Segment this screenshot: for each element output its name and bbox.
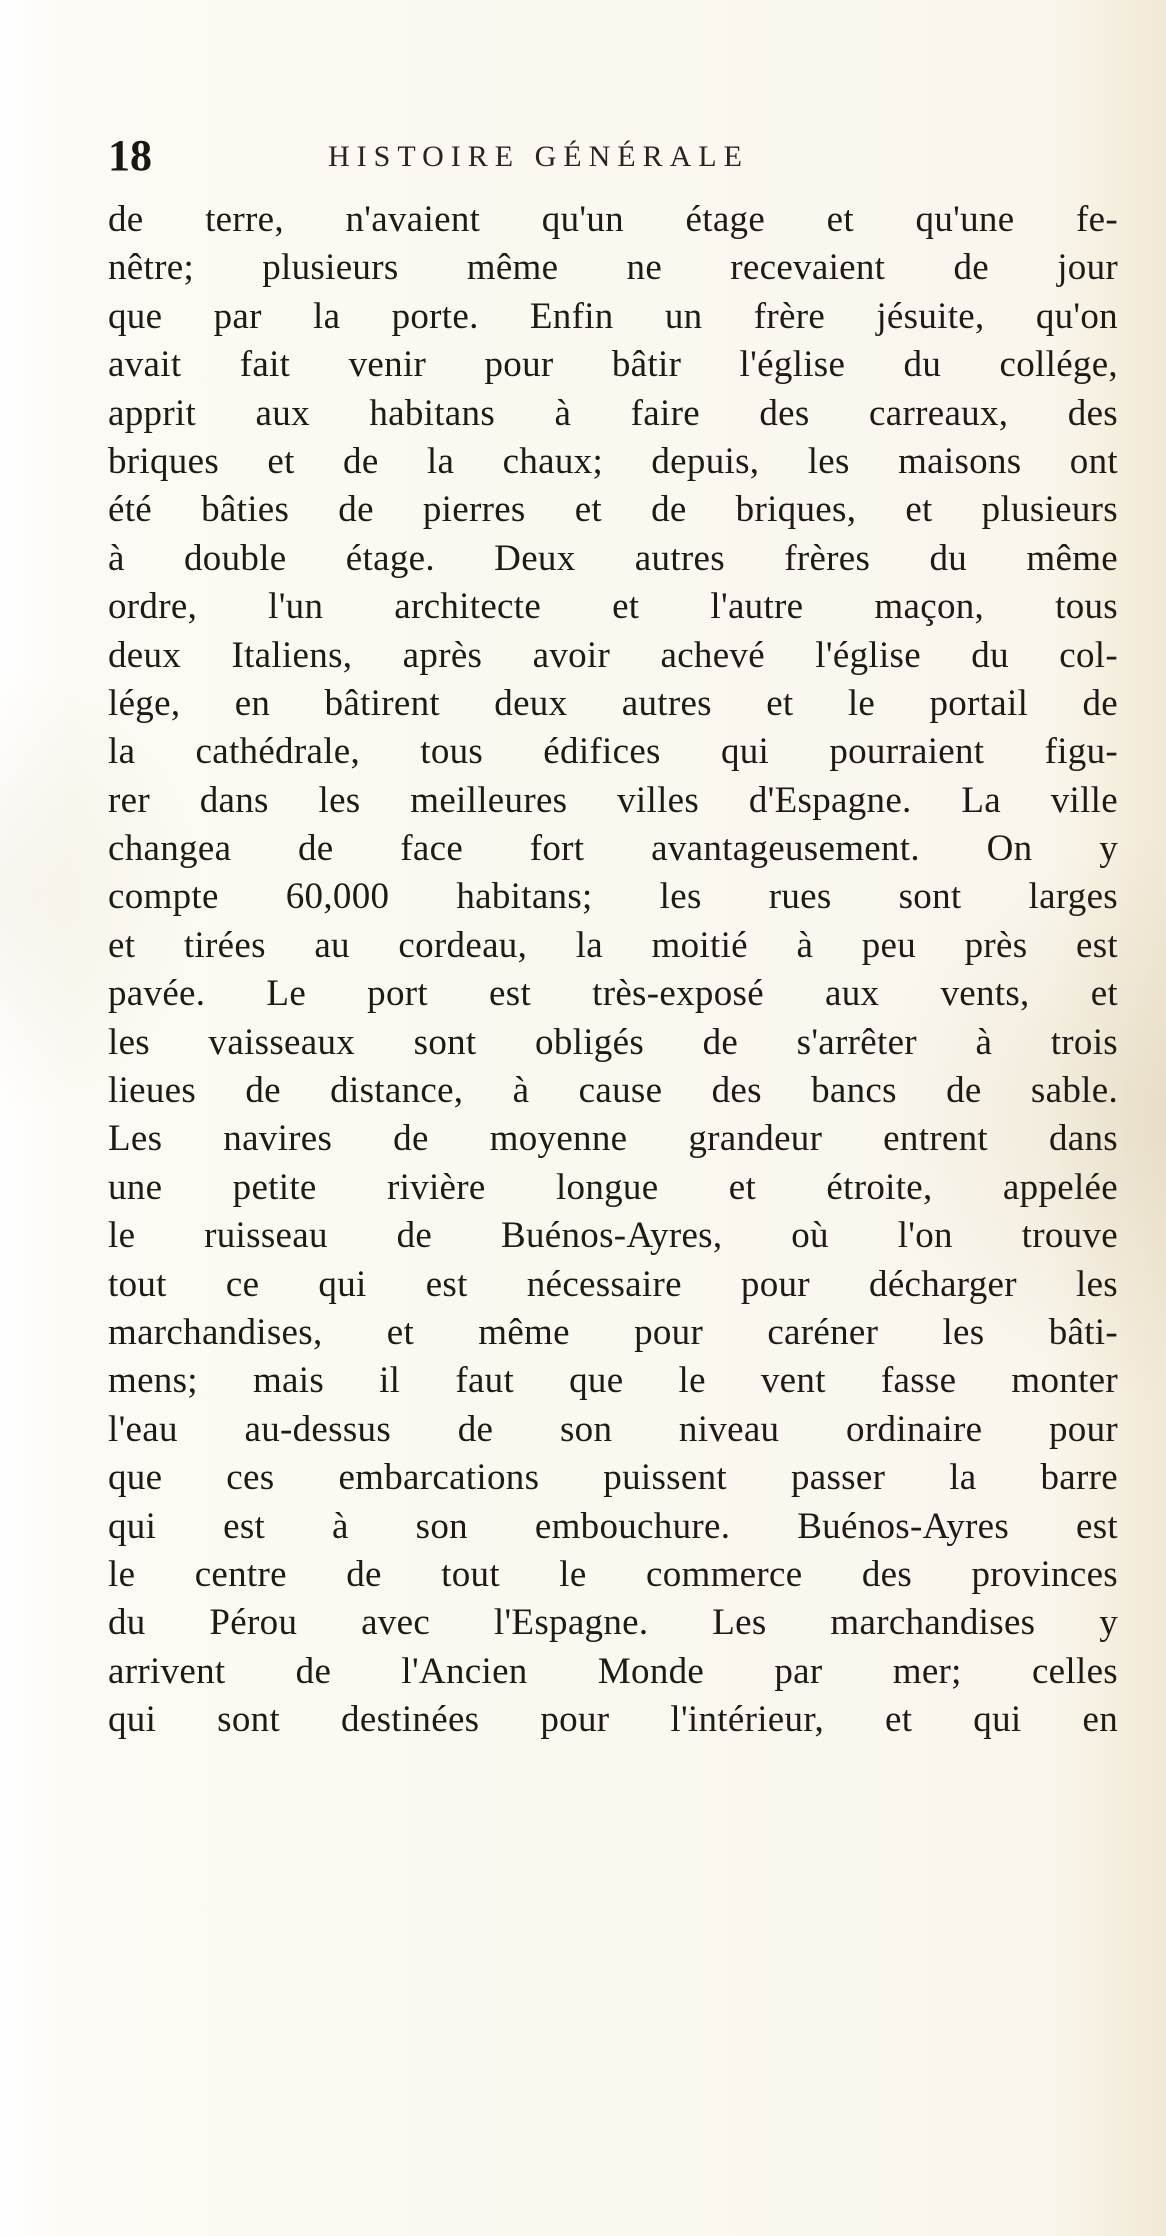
text-line: ordre, l'un architecte et l'autre maçon, tous <box>108 586 1118 628</box>
text-line: la cathédrale, tous édifices qui pourraient figu- <box>108 731 1118 773</box>
text-line: pavée. Le port est très-exposé aux vents, et <box>108 973 1118 1015</box>
text-line: briques et de la chaux; depuis, les maisons ont <box>108 440 1118 482</box>
text-line: qui est à son embouchure. Buénos-Ayres est <box>108 1505 1118 1547</box>
text-line: avait fait venir pour bâtir l'église du collége, <box>108 344 1118 386</box>
text-line: les vaisseaux sont obligés de s'arrêter à trois <box>108 1021 1118 1063</box>
page-number: 18 <box>108 131 152 180</box>
text-line: été bâties de pierres et de briques, et plusieurs <box>108 489 1118 531</box>
text-line: arrivent de l'Ancien Monde par mer; celles <box>108 1650 1118 1692</box>
text-line: le ruisseau de Buénos-Ayres, où l'on trouve <box>108 1215 1118 1257</box>
body-text <box>108 196 1118 1745</box>
text-line: du Pérou avec l'Espagne. Les marchandises y <box>108 1602 1118 1644</box>
running-head: HISTOIRE GÉNÉRALE <box>328 140 749 173</box>
text-line: une petite rivière longue et étroite, appelée <box>108 1166 1118 1208</box>
text-line: Les navires de moyenne grandeur entrent dans <box>108 1118 1118 1160</box>
text-line: marchandises, et même pour caréner les bâti- <box>108 1311 1118 1353</box>
page-header <box>108 132 1098 180</box>
text-line: apprit aux habitans à faire des carreaux, des <box>108 392 1118 434</box>
text-line: que par la porte. Enfin un frère jésuite, qu'on <box>108 295 1118 337</box>
text-line: de terre, n'avaient qu'un étage et qu'une fe- <box>108 199 1118 240</box>
text-line: le centre de tout le commerce des provinces <box>108 1553 1118 1595</box>
text-line: nêtre; plusieurs même ne recevaient de jour <box>108 247 1118 289</box>
text-line: rer dans les meilleures villes d'Espagne. La ville <box>108 779 1118 821</box>
text-line: et tirées au cordeau, la moitié à peu près est <box>108 924 1118 966</box>
text-line: deux Italiens, après avoir achevé l'église du col- <box>108 634 1118 676</box>
text-line: que ces embarcations puissent passer la barre <box>108 1457 1118 1499</box>
text-line: changea de face fort avantageusement. On y <box>108 828 1118 870</box>
text-line: l'eau au-dessus de son niveau ordinaire pour <box>108 1408 1118 1450</box>
text-line: lége, en bâtirent deux autres et le portail de <box>108 682 1118 724</box>
text-line: mens; mais il faut que le vent fasse monter <box>108 1360 1118 1402</box>
text-line: compte 60,000 habitans; les rues sont larges <box>108 876 1118 918</box>
text-line: lieues de distance, à cause des bancs de sable. <box>108 1070 1118 1112</box>
text-line: tout ce qui est nécessaire pour décharger les <box>108 1263 1118 1305</box>
text-line: qui sont destinées pour l'intérieur, et qui en <box>108 1699 1118 1741</box>
text-line: à double étage. Deux autres frères du même <box>108 537 1118 579</box>
